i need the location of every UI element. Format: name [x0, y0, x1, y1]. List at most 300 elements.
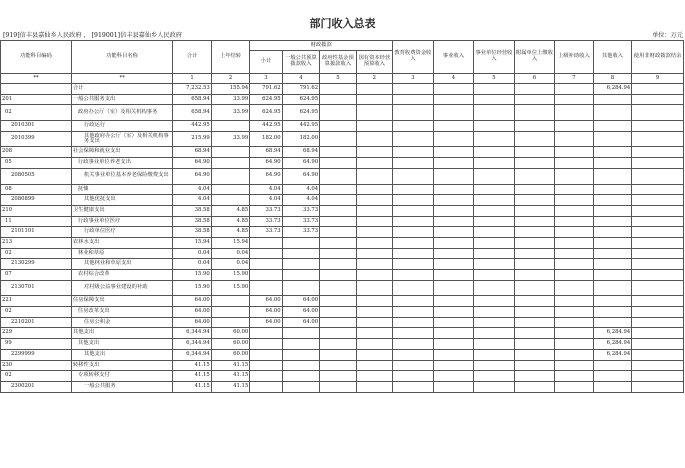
cell-subtotal — [250, 280, 282, 296]
cell-edu — [393, 237, 434, 248]
table-row — [1, 121, 684, 132]
index-row — [1, 74, 684, 84]
cell-fund — [320, 195, 356, 206]
cell-soe — [356, 259, 392, 270]
cell-code: 11 — [1, 216, 72, 227]
cell-nonfin — [632, 328, 684, 339]
cell-nonfin — [632, 280, 684, 296]
cell-biz-unit — [474, 371, 515, 382]
cell-soe — [356, 349, 392, 360]
index-cell: 7 — [555, 74, 594, 84]
table-row — [1, 168, 684, 184]
cell-general: 64.90 — [282, 168, 319, 184]
cell-affil — [514, 381, 555, 392]
cell-superior — [555, 339, 594, 350]
cell-fund — [320, 168, 356, 184]
cell-name: 转移性支出 — [71, 360, 172, 371]
cell-edu — [393, 307, 434, 318]
cell-biz-unit — [474, 349, 515, 360]
index-cell: 2 — [356, 74, 392, 84]
cell-general: 182.00 — [282, 131, 319, 147]
header-general: 一般公共预算拨款收入 — [282, 51, 319, 74]
income-summary-table — [0, 40, 684, 393]
cell-edu — [393, 360, 434, 371]
cell-soe — [356, 360, 392, 371]
cell-superior — [555, 147, 594, 158]
cell-nonfin — [632, 121, 684, 132]
cell-total: 0.04 — [173, 259, 212, 270]
index-cell: 4 — [433, 74, 474, 84]
cell-subtotal: 4.04 — [250, 195, 282, 206]
cell-subtotal: 33.73 — [250, 205, 282, 216]
cell-biz-unit — [474, 168, 515, 184]
cell-soe — [356, 270, 392, 281]
cell-total: 6,344.94 — [173, 349, 212, 360]
cell-edu — [393, 371, 434, 382]
cell-general: 64.00 — [282, 296, 319, 307]
table-row — [1, 259, 684, 270]
table-row — [1, 317, 684, 328]
cell-general: 624.95 — [282, 94, 319, 105]
cell-affil — [514, 317, 555, 328]
cell-subtotal — [250, 349, 282, 360]
cell-fund — [320, 105, 356, 121]
cell-subtotal — [250, 248, 282, 259]
cell-superior — [555, 259, 594, 270]
cell-general: 791.62 — [282, 84, 319, 95]
cell-code: 05 — [1, 158, 72, 169]
cell-fund — [320, 158, 356, 169]
cell-soe — [356, 195, 392, 206]
cell-soe — [356, 205, 392, 216]
cell-total: 64.90 — [173, 168, 212, 184]
cell-name: 行政事业单位医疗 — [71, 216, 172, 227]
cell-general — [282, 270, 319, 281]
cell-fund — [320, 121, 356, 132]
cell-biz-unit — [474, 381, 515, 392]
cell-superior — [555, 270, 594, 281]
cell-soe — [356, 296, 392, 307]
header-fiscal: 财政拨款 — [250, 41, 393, 51]
cell-fund — [320, 94, 356, 105]
table-row — [1, 94, 684, 105]
cell-superior — [555, 317, 594, 328]
cell-soe — [356, 227, 392, 238]
cell-prev — [211, 168, 250, 184]
cell-edu — [393, 121, 434, 132]
cell-prev — [211, 147, 250, 158]
cell-biz-unit — [474, 121, 515, 132]
cell-edu — [393, 280, 434, 296]
cell-subtotal — [250, 328, 282, 339]
cell-biz — [433, 105, 474, 121]
cell-name: 行政运行 — [71, 121, 172, 132]
cell-code: 02 — [1, 248, 72, 259]
cell-total: 442.95 — [173, 121, 212, 132]
cell-nonfin — [632, 195, 684, 206]
cell-general: 68.94 — [282, 147, 319, 158]
cell-edu — [393, 349, 434, 360]
cell-subtotal: 4.04 — [250, 184, 282, 195]
cell-code: 08 — [1, 184, 72, 195]
cell-prev — [211, 307, 250, 318]
cell-total: 7,232.53 — [173, 84, 212, 95]
cell-nonfin — [632, 259, 684, 270]
cell-subtotal — [250, 339, 282, 350]
cell-nonfin — [632, 360, 684, 371]
cell-other — [593, 270, 632, 281]
cell-total: 658.94 — [173, 94, 212, 105]
cell-edu — [393, 184, 434, 195]
cell-general — [282, 339, 319, 350]
cell-name: 其他支出 — [71, 339, 172, 350]
table-row — [1, 195, 684, 206]
cell-edu — [393, 248, 434, 259]
cell-other — [593, 259, 632, 270]
cell-biz — [433, 360, 474, 371]
cell-biz — [433, 84, 474, 95]
cell-edu — [393, 227, 434, 238]
index-cell: 4 — [282, 74, 319, 84]
cell-subtotal — [250, 371, 282, 382]
cell-affil — [514, 280, 555, 296]
cell-biz — [433, 328, 474, 339]
cell-prev — [211, 184, 250, 195]
table-row — [1, 147, 684, 158]
header-affil: 附属单位上缴收入 — [514, 41, 555, 74]
cell-prev: 15.94 — [211, 237, 250, 248]
cell-soe — [356, 184, 392, 195]
cell-soe — [356, 280, 392, 296]
cell-biz-unit — [474, 237, 515, 248]
cell-edu — [393, 296, 434, 307]
cell-general — [282, 237, 319, 248]
cell-other — [593, 280, 632, 296]
cell-total: 4.04 — [173, 184, 212, 195]
cell-affil — [514, 147, 555, 158]
cell-name: 专项转移支付 — [71, 371, 172, 382]
cell-edu — [393, 216, 434, 227]
cell-fund — [320, 307, 356, 318]
header-other: 其他收入 — [593, 41, 632, 74]
cell-other — [593, 317, 632, 328]
cell-fund — [320, 328, 356, 339]
cell-general: 33.73 — [282, 216, 319, 227]
cell-other — [593, 94, 632, 105]
cell-total: 215.99 — [173, 131, 212, 147]
cell-biz — [433, 195, 474, 206]
cell-subtotal — [250, 270, 282, 281]
cell-code: 2130701 — [1, 280, 72, 296]
cell-code: 02 — [1, 371, 72, 382]
header-biz: 事业收入 — [433, 41, 474, 74]
cell-edu — [393, 195, 434, 206]
table-row — [1, 280, 684, 296]
cell-other: 6,284.94 — [593, 339, 632, 350]
cell-fund — [320, 184, 356, 195]
cell-fund — [320, 131, 356, 147]
cell-biz-unit — [474, 84, 515, 95]
cell-superior — [555, 248, 594, 259]
cell-name: 社会保障和就业支出 — [71, 147, 172, 158]
cell-other — [593, 237, 632, 248]
cell-fund — [320, 84, 356, 95]
cell-biz-unit — [474, 184, 515, 195]
cell-edu — [393, 94, 434, 105]
cell-superior — [555, 216, 594, 227]
cell-total: 41.15 — [173, 360, 212, 371]
unit-name: [919]信丰县嘉仙乡人民政府 ， [919001]信丰县嘉仙乡人民政府 — [3, 32, 182, 39]
cell-edu — [393, 381, 434, 392]
cell-superior — [555, 205, 594, 216]
cell-prev: 60.00 — [211, 328, 250, 339]
table-row — [1, 131, 684, 147]
cell-total: 64.00 — [173, 296, 212, 307]
cell-affil — [514, 184, 555, 195]
cell-biz-unit — [474, 307, 515, 318]
index-cell: 5 — [474, 74, 515, 84]
cell-prev: 41.15 — [211, 371, 250, 382]
cell-general: 4.04 — [282, 184, 319, 195]
cell-nonfin — [632, 147, 684, 158]
cell-code: 02 — [1, 307, 72, 318]
cell-prev: 0.04 — [211, 259, 250, 270]
cell-nonfin — [632, 131, 684, 147]
cell-nonfin — [632, 270, 684, 281]
cell-biz — [433, 248, 474, 259]
cell-other: 6,284.94 — [593, 328, 632, 339]
cell-superior — [555, 307, 594, 318]
cell-subtotal: 624.95 — [250, 105, 282, 121]
table-row — [1, 296, 684, 307]
cell-biz — [433, 317, 474, 328]
cell-nonfin — [632, 227, 684, 238]
cell-name: 住房公积金 — [71, 317, 172, 328]
cell-subtotal — [250, 360, 282, 371]
cell-soe — [356, 147, 392, 158]
cell-superior — [555, 296, 594, 307]
table-row — [1, 349, 684, 360]
cell-biz — [433, 349, 474, 360]
cell-code: 213 — [1, 237, 72, 248]
cell-edu — [393, 131, 434, 147]
cell-other — [593, 147, 632, 158]
cell-total: 41.15 — [173, 381, 212, 392]
cell-nonfin — [632, 84, 684, 95]
cell-general — [282, 371, 319, 382]
cell-superior — [555, 349, 594, 360]
cell-code: 210 — [1, 205, 72, 216]
cell-biz-unit — [474, 248, 515, 259]
cell-affil — [514, 328, 555, 339]
cell-affil — [514, 237, 555, 248]
cell-affil — [514, 195, 555, 206]
cell-affil — [514, 131, 555, 147]
cell-total: 41.15 — [173, 371, 212, 382]
cell-edu — [393, 168, 434, 184]
cell-name: 一般公共服务 — [71, 381, 172, 392]
cell-subtotal: 624.95 — [250, 94, 282, 105]
table-row — [1, 307, 684, 318]
cell-total: 658.94 — [173, 105, 212, 121]
table-row — [1, 105, 684, 121]
table-row — [1, 248, 684, 259]
cell-prev — [211, 296, 250, 307]
cell-general: 442.95 — [282, 121, 319, 132]
cell-biz — [433, 131, 474, 147]
cell-other — [593, 168, 632, 184]
table-row — [1, 205, 684, 216]
cell-subtotal: 64.90 — [250, 158, 282, 169]
cell-name: 政府办公厅（室）及相关机构事务 — [71, 105, 172, 121]
header-name: 功能科目名称 — [71, 41, 172, 74]
cell-prev: 41.15 — [211, 360, 250, 371]
cell-nonfin — [632, 105, 684, 121]
table-row — [1, 381, 684, 392]
cell-total: 38.58 — [173, 216, 212, 227]
cell-soe — [356, 371, 392, 382]
cell-general: 624.95 — [282, 105, 319, 121]
table-row — [1, 270, 684, 281]
cell-subtotal: 64.00 — [250, 317, 282, 328]
cell-biz — [433, 296, 474, 307]
cell-biz — [433, 184, 474, 195]
cell-biz — [433, 168, 474, 184]
cell-biz-unit — [474, 339, 515, 350]
cell-soe — [356, 168, 392, 184]
cell-superior — [555, 195, 594, 206]
cell-nonfin — [632, 248, 684, 259]
cell-general — [282, 360, 319, 371]
cell-biz — [433, 94, 474, 105]
cell-general: 33.73 — [282, 205, 319, 216]
cell-name: 行政单位医疗 — [71, 227, 172, 238]
cell-nonfin — [632, 158, 684, 169]
cell-general: 64.90 — [282, 158, 319, 169]
table-row — [1, 328, 684, 339]
cell-soe — [356, 381, 392, 392]
cell-affil — [514, 360, 555, 371]
cell-soe — [356, 94, 392, 105]
cell-biz-unit — [474, 317, 515, 328]
cell-prev — [211, 317, 250, 328]
cell-superior — [555, 94, 594, 105]
cell-biz — [433, 381, 474, 392]
cell-edu — [393, 205, 434, 216]
cell-affil — [514, 307, 555, 318]
cell-prev: 60.00 — [211, 349, 250, 360]
cell-fund — [320, 237, 356, 248]
index-cell: 6 — [514, 74, 555, 84]
cell-name: 住房保障支出 — [71, 296, 172, 307]
cell-soe — [356, 84, 392, 95]
cell-subtotal: 64.90 — [250, 168, 282, 184]
cell-total: 64.00 — [173, 307, 212, 318]
cell-fund — [320, 248, 356, 259]
cell-nonfin — [632, 94, 684, 105]
cell-other — [593, 205, 632, 216]
cell-code: 230 — [1, 360, 72, 371]
index-cell: ** — [71, 74, 172, 84]
cell-superior — [555, 381, 594, 392]
cell-soe — [356, 158, 392, 169]
cell-fund — [320, 339, 356, 350]
cell-general: 33.73 — [282, 227, 319, 238]
cell-biz-unit — [474, 360, 515, 371]
cell-fund — [320, 270, 356, 281]
cell-code: 2010301 — [1, 121, 72, 132]
cell-edu — [393, 328, 434, 339]
cell-nonfin — [632, 205, 684, 216]
cell-biz-unit — [474, 259, 515, 270]
cell-nonfin — [632, 184, 684, 195]
cell-biz-unit — [474, 147, 515, 158]
cell-nonfin — [632, 296, 684, 307]
header-edu: 教育收费资金收入 — [393, 41, 434, 74]
cell-subtotal: 442.95 — [250, 121, 282, 132]
cell-biz-unit — [474, 227, 515, 238]
cell-fund — [320, 371, 356, 382]
cell-biz-unit — [474, 280, 515, 296]
cell-name: 合计 — [71, 84, 172, 95]
cell-general — [282, 349, 319, 360]
cell-subtotal: 64.00 — [250, 307, 282, 318]
cell-superior — [555, 237, 594, 248]
cell-edu — [393, 147, 434, 158]
cell-soe — [356, 248, 392, 259]
cell-biz — [433, 205, 474, 216]
header-superior: 上级补助收入 — [555, 41, 594, 74]
cell-name: 林业和草原 — [71, 248, 172, 259]
cell-code: 2299999 — [1, 349, 72, 360]
header-soe: 国有资本经营预算收入 — [356, 51, 392, 74]
cell-prev: 15.90 — [211, 280, 250, 296]
cell-soe — [356, 307, 392, 318]
cell-nonfin — [632, 168, 684, 184]
cell-superior — [555, 227, 594, 238]
cell-total: 15.90 — [173, 270, 212, 281]
cell-biz — [433, 237, 474, 248]
cell-prev: 155.94 — [211, 84, 250, 95]
cell-biz — [433, 158, 474, 169]
cell-biz-unit — [474, 216, 515, 227]
cell-other — [593, 360, 632, 371]
cell-total: 38.58 — [173, 227, 212, 238]
cell-general — [282, 259, 319, 270]
cell-total: 15.90 — [173, 280, 212, 296]
cell-affil — [514, 227, 555, 238]
cell-subtotal: 791.62 — [250, 84, 282, 95]
cell-biz-unit — [474, 94, 515, 105]
cell-other — [593, 381, 632, 392]
cell-subtotal: 182.00 — [250, 131, 282, 147]
cell-name: 对村级公益事业建设的补助 — [71, 280, 172, 296]
cell-name: 其他政府办公厅（室）及相关机构事务支出 — [71, 131, 172, 147]
cell-nonfin — [632, 349, 684, 360]
cell-other — [593, 371, 632, 382]
cell-affil — [514, 84, 555, 95]
cell-affil — [514, 248, 555, 259]
table-row — [1, 360, 684, 371]
cell-biz-unit — [474, 158, 515, 169]
cell-biz-unit — [474, 296, 515, 307]
cell-name: 农林水支出 — [71, 237, 172, 248]
cell-affil — [514, 296, 555, 307]
cell-superior — [555, 371, 594, 382]
cell-code: 2300201 — [1, 381, 72, 392]
cell-biz — [433, 280, 474, 296]
index-cell: 5 — [320, 74, 356, 84]
